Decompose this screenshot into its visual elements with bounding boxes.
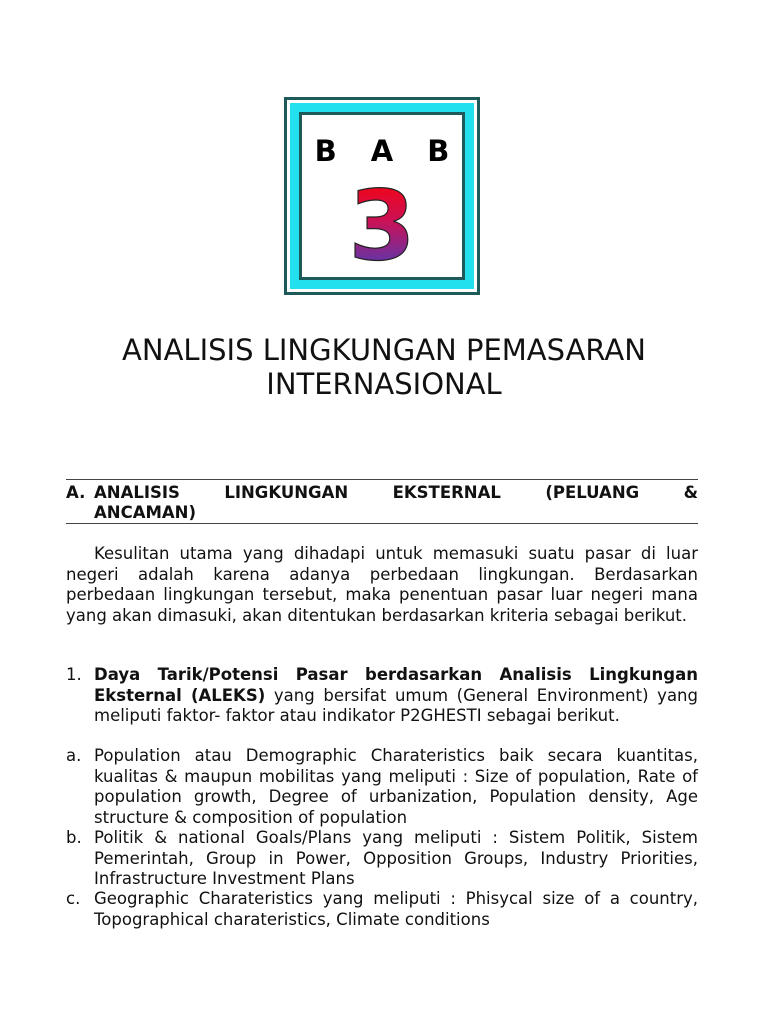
- list-item-c-marker: c.: [66, 889, 81, 908]
- list-item-c: [66, 889, 698, 930]
- chapter-title-line-1: ANALISIS LINGKUNGAN PEMASARAN: [122, 333, 646, 367]
- chapter-title-line-2: INTERNASIONAL: [266, 367, 502, 401]
- list-item-b-marker: b.: [66, 828, 82, 847]
- list-item-a-text: Population atau Demographic Charateristics baik secara kuantitas, kualitas & maupun mobilitas yang meliputi : Size of population, Rate of population growth, Degree of urbanization, Population density, Age structure & composition of population: [94, 746, 698, 827]
- section-a-heading-line-1: ANALISIS LINGKUNGAN EKSTERNAL (PELUANG &: [94, 483, 698, 502]
- chapter-number-graphic: [348, 170, 416, 282]
- list-item-a-marker: a.: [66, 746, 82, 765]
- chapter-number-text: 3: [348, 170, 416, 282]
- list-item-c-text: Geographic Charateristics yang meliputi : Phisycal size of a country, Topographical charateristics, Climate conditions: [94, 889, 698, 929]
- chapter-box-inner: [299, 112, 465, 280]
- chapter-label: B A B: [314, 134, 462, 168]
- intro-paragraph: Kesulitan utama yang dihadapi untuk memasuki suatu pasar di luar negeri adalah karena adanya perbedaan lingkungan. Berdasarkan perbedaan lingkungan tersebut, maka penentuan pasar luar negeri mana yang akan dimasuki, akan ditentukan berdasarkan kriteria sebagai berikut.: [66, 544, 698, 625]
- chapter-box: [284, 97, 480, 295]
- section-rule-top: [66, 479, 698, 480]
- list-item-1-text: yang bersifat umum (General Environment) yang meliputi faktor- faktor atau indikator P2GHESTI sebagai berikut.: [94, 685, 698, 726]
- section-a-heading: [66, 483, 698, 523]
- list-item-1-marker: 1.: [66, 665, 82, 684]
- section-rule-bottom: [66, 523, 698, 524]
- list-item-b: [66, 828, 698, 890]
- section-a-marker: A.: [66, 483, 86, 502]
- section-a-heading-line-2: ANCAMAN): [94, 503, 196, 522]
- list-item-1: [66, 665, 698, 727]
- list-item-1-bold-text: Daya Tarik/Potensi Pasar berdasarkan Analisis Lingkungan Eksternal (ALEKS): [94, 665, 698, 705]
- chapter-title: [40, 333, 728, 401]
- list-item-b-text: Politik & national Goals/Plans yang meliputi : Sistem Politik, Sistem Pemerintah, Group in Power, Opposition Groups, Industry Priorities, Infrastructure Investment Plans: [94, 828, 698, 889]
- chapter-number: [302, 170, 462, 282]
- list-item-a: [66, 746, 698, 828]
